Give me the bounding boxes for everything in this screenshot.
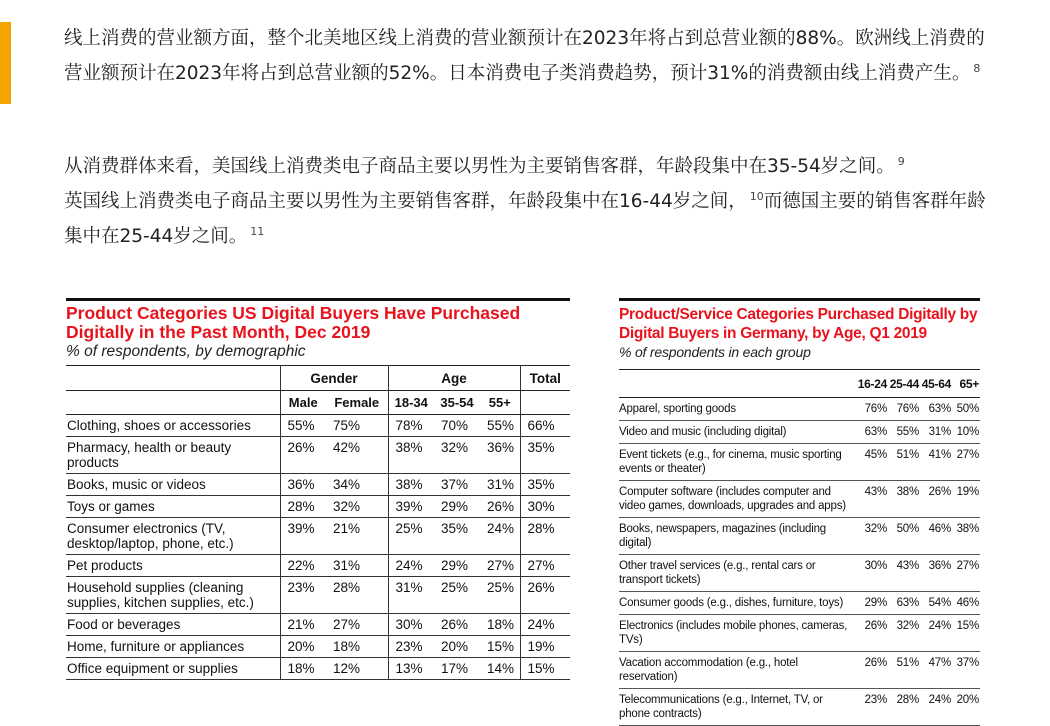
row-value: 37% [434, 474, 480, 496]
row-value: 19% [952, 481, 980, 518]
header-45-64: 45-64 [920, 370, 952, 398]
table-row [66, 415, 570, 437]
figure-subtitle: % of respondents in each group [619, 344, 811, 360]
table-row [619, 518, 980, 555]
row-value: 27% [326, 614, 388, 636]
row-value: 38% [888, 481, 920, 518]
table-row [66, 518, 570, 555]
header-55plus: 55+ [480, 391, 520, 415]
row-value: 24% [520, 614, 570, 636]
row-value: 41% [920, 444, 952, 481]
row-value: 50% [888, 518, 920, 555]
table-row [66, 555, 570, 577]
row-value: 24% [480, 518, 520, 555]
table-row [66, 614, 570, 636]
row-value: 27% [952, 444, 980, 481]
row-value: 27% [480, 555, 520, 577]
row-value: 20% [280, 636, 326, 658]
row-value: 23% [856, 689, 888, 726]
row-value: 25% [434, 577, 480, 614]
row-value: 36% [480, 437, 520, 474]
row-value: 18% [326, 636, 388, 658]
paragraph-online-share [64, 24, 994, 89]
table-row [66, 577, 570, 614]
row-category: Apparel, sporting goods [619, 398, 856, 421]
row-value: 66% [520, 415, 570, 437]
row-value: 26% [920, 481, 952, 518]
table-row [66, 658, 570, 680]
table-subheader-row [66, 391, 570, 415]
row-value: 25% [388, 518, 434, 555]
row-value: 55% [480, 415, 520, 437]
row-value: 39% [388, 496, 434, 518]
row-value: 31% [326, 555, 388, 577]
table-row [619, 615, 980, 652]
row-value: 17% [434, 658, 480, 680]
row-category: Consumer electronics (TV, desktop/laptop, phone, etc.) [66, 518, 280, 555]
accent-bar [0, 22, 11, 104]
row-value: 35% [520, 437, 570, 474]
row-value: 27% [952, 555, 980, 592]
paragraph-text: 从消费群体来看，美国线上消费类电子商品主要以男性为主要销售客群，年龄段集中在35-54岁之间。 [64, 156, 895, 177]
header-65plus: 65+ [952, 370, 980, 398]
row-value: 75% [326, 415, 388, 437]
row-value: 63% [920, 398, 952, 421]
row-value: 63% [856, 421, 888, 444]
row-value: 20% [434, 636, 480, 658]
figure-title: Product Categories US Digital Buyers Have Purchased Digitally in the Past Month, Dec 2019 [66, 303, 521, 342]
footnote-ref-9[interactable]: 9 [897, 155, 905, 168]
row-value: 13% [388, 658, 434, 680]
row-value: 43% [888, 555, 920, 592]
row-value: 26% [280, 437, 326, 474]
row-value: 29% [434, 555, 480, 577]
row-value: 30% [856, 555, 888, 592]
row-value: 12% [326, 658, 388, 680]
paragraph-text: 而德国主要的销售客群年龄集中在25-44岁之间。 [64, 191, 986, 247]
row-value: 26% [856, 615, 888, 652]
row-value: 19% [520, 636, 570, 658]
row-value: 51% [888, 652, 920, 689]
row-value: 14% [480, 658, 520, 680]
row-category: Toys or games [66, 496, 280, 518]
row-value: 46% [952, 592, 980, 615]
row-value: 21% [280, 614, 326, 636]
row-category: Household supplies (cleaning supplies, kitchen supplies, etc.) [66, 577, 280, 614]
us-digital-buyers-figure [66, 298, 570, 680]
row-value: 51% [888, 444, 920, 481]
row-value: 20% [952, 689, 980, 726]
row-value: 36% [280, 474, 326, 496]
row-value: 42% [326, 437, 388, 474]
row-value: 47% [920, 652, 952, 689]
row-value: 55% [888, 421, 920, 444]
us-data-table [66, 365, 570, 680]
row-value: 24% [388, 555, 434, 577]
row-value: 22% [280, 555, 326, 577]
header-total: Total [520, 366, 570, 391]
table-row [619, 652, 980, 689]
row-value: 35% [520, 474, 570, 496]
row-category: Pet products [66, 555, 280, 577]
footnote-ref-11[interactable]: 11 [250, 225, 265, 238]
row-value: 39% [280, 518, 326, 555]
row-category: Food or beverages [66, 614, 280, 636]
row-value: 46% [920, 518, 952, 555]
row-value: 15% [520, 658, 570, 680]
row-value: 70% [434, 415, 480, 437]
row-value: 24% [920, 689, 952, 726]
table-row [619, 481, 980, 518]
row-value: 15% [480, 636, 520, 658]
row-value: 78% [388, 415, 434, 437]
row-value: 32% [856, 518, 888, 555]
row-category: Pharmacy, health or beauty products [66, 437, 280, 474]
table-row [619, 444, 980, 481]
row-value: 36% [920, 555, 952, 592]
row-value: 18% [480, 614, 520, 636]
row-value: 30% [520, 496, 570, 518]
row-value: 32% [888, 615, 920, 652]
row-value: 31% [388, 577, 434, 614]
row-category: Office equipment or supplies [66, 658, 280, 680]
header-16-24: 16-24 [856, 370, 888, 398]
row-category: Consumer goods (e.g., dishes, furniture, toys) [619, 592, 856, 615]
row-value: 76% [888, 398, 920, 421]
row-category: Home, furniture or appliances [66, 636, 280, 658]
row-category: Video and music (including digital) [619, 421, 856, 444]
header-male: Male [280, 391, 326, 415]
table-row [66, 636, 570, 658]
table-row [66, 474, 570, 496]
row-value: 55% [280, 415, 326, 437]
row-value: 32% [434, 437, 480, 474]
row-category: Books, music or videos [66, 474, 280, 496]
header-gender: Gender [280, 366, 388, 391]
row-value: 43% [856, 481, 888, 518]
row-value: 26% [520, 577, 570, 614]
row-value: 28% [280, 496, 326, 518]
germany-data-table [619, 369, 980, 726]
table-row [619, 689, 980, 726]
row-value: 15% [952, 615, 980, 652]
row-value: 38% [388, 437, 434, 474]
table-row [619, 421, 980, 444]
row-category: Electronics (includes mobile phones, cameras, TVs) [619, 615, 856, 652]
row-value: 63% [888, 592, 920, 615]
row-value: 31% [920, 421, 952, 444]
header-female: Female [326, 391, 388, 415]
row-value: 26% [480, 496, 520, 518]
row-value: 24% [920, 615, 952, 652]
paragraph-consumer-groups [64, 147, 994, 252]
row-value: 26% [856, 652, 888, 689]
row-value: 27% [520, 555, 570, 577]
header-age: Age [388, 366, 520, 391]
row-value: 28% [326, 577, 388, 614]
table-row [66, 437, 570, 474]
germany-digital-buyers-figure [619, 298, 980, 726]
row-value: 38% [388, 474, 434, 496]
row-value: 23% [388, 636, 434, 658]
figure-subtitle: % of respondents, by demographic [66, 343, 306, 360]
row-category: Computer software (includes computer and video games, downloads, upgrades and apps) [619, 481, 856, 518]
paragraph-text: 英国线上消费类电子商品主要以男性为主要销售客群，年龄段集中在16-44岁之间， [64, 191, 747, 212]
header-blank [66, 366, 280, 391]
header-35-54: 35-54 [434, 391, 480, 415]
row-value: 10% [952, 421, 980, 444]
paragraph-text: 线上消费的营业额方面，整个北美地区线上消费的营业额预计在2023年将占到总营业额的88%。欧洲线上消费的营业额预计在2023年将占到总营业额的52%。日本消费电子类消费趋势，预计31%的消费额由线上消费产生。 [64, 28, 985, 84]
table-row [619, 398, 980, 421]
row-value: 26% [434, 614, 480, 636]
row-value: 31% [480, 474, 520, 496]
row-category: Books, newspapers, magazines (including digital) [619, 518, 856, 555]
row-category: Other travel services (e.g., rental cars or transport tickets) [619, 555, 856, 592]
table-header-row [66, 366, 570, 391]
table-row [66, 496, 570, 518]
row-value: 50% [952, 398, 980, 421]
row-value: 54% [920, 592, 952, 615]
row-value: 32% [326, 496, 388, 518]
row-value: 29% [856, 592, 888, 615]
row-category: Event tickets (e.g., for cinema, music sporting events or theater) [619, 444, 856, 481]
header-18-34: 18-34 [388, 391, 434, 415]
header-blank [520, 391, 570, 415]
row-value: 25% [480, 577, 520, 614]
table-row [619, 555, 980, 592]
row-value: 76% [856, 398, 888, 421]
row-category: Vacation accommodation (e.g., hotel reservation) [619, 652, 856, 689]
row-value: 28% [520, 518, 570, 555]
table-row [619, 592, 980, 615]
row-value: 34% [326, 474, 388, 496]
row-category: Clothing, shoes or accessories [66, 415, 280, 437]
figure-title: Product/Service Categories Purchased Digitally by Digital Buyers in Germany, by Age, Q1 2019 [619, 306, 978, 342]
row-value: 28% [888, 689, 920, 726]
footnote-ref-8[interactable]: 8 [973, 62, 981, 75]
row-value: 37% [952, 652, 980, 689]
row-value: 23% [280, 577, 326, 614]
footnote-ref-10[interactable]: 10 [749, 190, 764, 203]
header-blank [66, 391, 280, 415]
row-value: 21% [326, 518, 388, 555]
row-value: 30% [388, 614, 434, 636]
row-value: 35% [434, 518, 480, 555]
header-25-44: 25-44 [888, 370, 920, 398]
row-category: Telecommunications (e.g., Internet, TV, or phone contracts) [619, 689, 856, 726]
header-blank [619, 370, 856, 398]
row-value: 45% [856, 444, 888, 481]
row-value: 29% [434, 496, 480, 518]
table-header-row [619, 370, 980, 398]
row-value: 38% [952, 518, 980, 555]
row-value: 18% [280, 658, 326, 680]
